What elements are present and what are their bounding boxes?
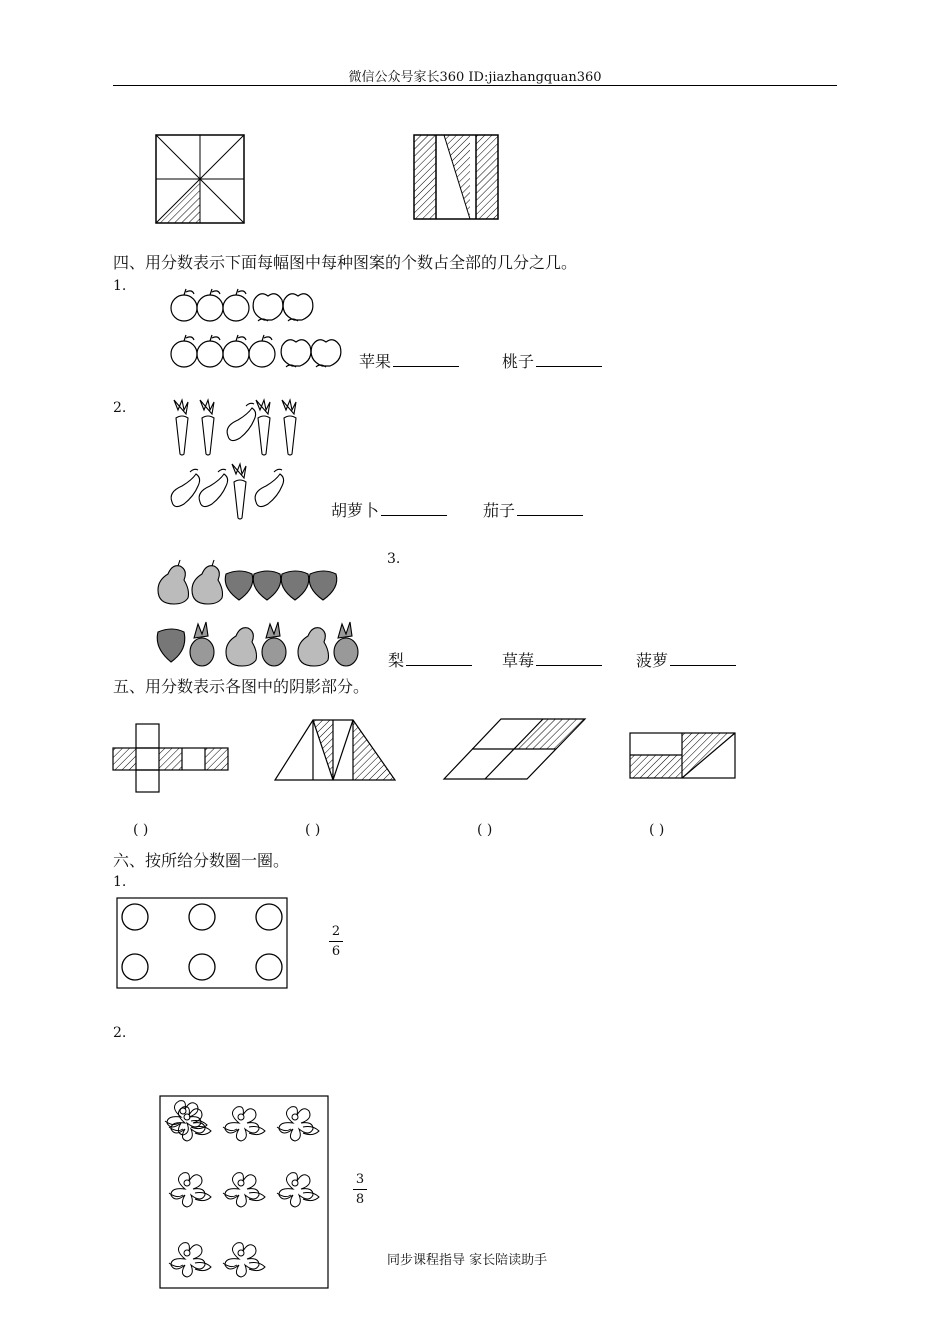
pear-icon <box>298 628 329 666</box>
strawberry-answer[interactable] <box>502 648 602 671</box>
fraction-numerator: 3 <box>355 1172 365 1187</box>
peach-icon <box>253 294 283 321</box>
carrot-eggplant-row-2 <box>168 462 298 522</box>
answer-paren-3[interactable]: ( ) <box>477 822 493 838</box>
apple-peach-row-2 <box>168 334 358 370</box>
parallelogram-figure <box>443 718 587 782</box>
peach-icon <box>281 340 311 367</box>
section5-title: 五、用分数表示各图中的阴影部分。 <box>113 677 370 696</box>
carrot-label: 胡萝卜 <box>331 501 380 520</box>
eggplant-icon <box>199 469 227 506</box>
q1-number: 1. <box>113 278 127 294</box>
circle <box>256 904 282 930</box>
carrot-icon <box>256 400 270 455</box>
pear-answer[interactable] <box>388 648 472 671</box>
page-header: 微信公众号家长360 ID:jiazhangquan360 <box>348 70 602 85</box>
apple-icon <box>223 335 249 367</box>
pear-icon <box>226 628 257 666</box>
apple-icon <box>171 289 197 321</box>
circle <box>122 954 148 980</box>
circle <box>189 954 215 980</box>
section4-title: 四、用分数表示下面每幅图中每种图案的个数占全部的几分之几。 <box>113 253 578 272</box>
peach-label: 桃子 <box>502 352 535 371</box>
apple-blank[interactable] <box>393 352 459 367</box>
circle <box>256 954 282 980</box>
pineapple-icon <box>334 622 358 666</box>
answer-paren-4[interactable]: ( ) <box>649 822 665 838</box>
s6-q2-number: 2. <box>113 1025 127 1041</box>
s6-q1-number: 1. <box>113 874 127 890</box>
apple-icon <box>249 335 275 367</box>
strawberry-icon <box>281 571 309 600</box>
q2-number: 2. <box>113 400 127 416</box>
carrot-icon <box>174 400 188 455</box>
peach-icon <box>283 294 313 321</box>
apple-answer[interactable] <box>359 349 459 372</box>
strawberry-label: 草莓 <box>502 651 535 670</box>
apple-icon <box>223 289 249 321</box>
circles-box <box>116 897 290 991</box>
fraction-denominator: 8 <box>355 1192 365 1207</box>
cross-net-figure <box>113 722 231 794</box>
eggplant-icon <box>255 469 283 506</box>
carrot-answer[interactable] <box>331 498 447 521</box>
answer-paren-1[interactable]: ( ) <box>133 822 149 838</box>
carrot-blank[interactable] <box>381 501 447 516</box>
fraction-numerator: 2 <box>331 924 341 939</box>
pear-label: 梨 <box>388 651 405 670</box>
circle <box>189 904 215 930</box>
apple-icon <box>171 335 197 367</box>
pineapple-blank[interactable] <box>670 651 736 666</box>
eggplant-icon <box>171 469 199 506</box>
pear-blank[interactable] <box>406 651 472 666</box>
eggplant-blank[interactable] <box>517 501 583 516</box>
pear-icon <box>192 560 223 604</box>
peach-answer[interactable] <box>502 349 602 372</box>
pineapple-icon <box>262 622 286 666</box>
strawberry-blank[interactable] <box>536 651 602 666</box>
q3-number: 3. <box>387 551 401 567</box>
flowers-box <box>159 1095 331 1291</box>
apple-icon <box>197 335 223 367</box>
carrot-icon <box>282 400 296 455</box>
rectangle-figure <box>629 732 737 780</box>
strawberry-icon <box>253 571 281 600</box>
fraction-denominator: 6 <box>331 944 341 959</box>
eggplant-icon <box>227 403 255 440</box>
page-footer: 同步课程指导 家长陪读助手 <box>387 1253 548 1268</box>
apple-label: 苹果 <box>359 352 392 371</box>
eggplant-answer[interactable] <box>483 498 583 521</box>
pineapple-label: 菠萝 <box>636 651 669 670</box>
apple-peach-row-1 <box>168 288 338 324</box>
apple-icon <box>197 289 223 321</box>
carrot-icon <box>200 400 214 455</box>
section6-title: 六、按所给分数圈一圈。 <box>113 851 290 870</box>
octant-square-figure <box>156 135 246 225</box>
fruit-row-2 <box>156 620 371 668</box>
carrot-icon <box>232 464 246 519</box>
fraction-3-8 <box>353 1172 367 1207</box>
strawberry-icon <box>157 629 185 662</box>
strawberry-icon <box>309 571 337 600</box>
pear-strawberry-row-1 <box>156 558 346 606</box>
pineapple-answer[interactable] <box>636 648 736 671</box>
strawberry-icon <box>225 571 253 600</box>
answer-paren-2[interactable]: ( ) <box>305 822 321 838</box>
header-rule <box>113 85 837 86</box>
carrot-eggplant-row-1 <box>168 396 308 458</box>
eggplant-label: 茄子 <box>483 501 516 520</box>
pineapple-icon <box>190 622 214 666</box>
pear-icon <box>158 560 189 604</box>
striped-rectangle-figure <box>414 135 500 221</box>
fraction-2-6 <box>329 924 343 959</box>
circle <box>122 904 148 930</box>
peach-blank[interactable] <box>536 352 602 367</box>
trapezoid-figure <box>273 720 397 782</box>
peach-icon <box>311 340 341 367</box>
